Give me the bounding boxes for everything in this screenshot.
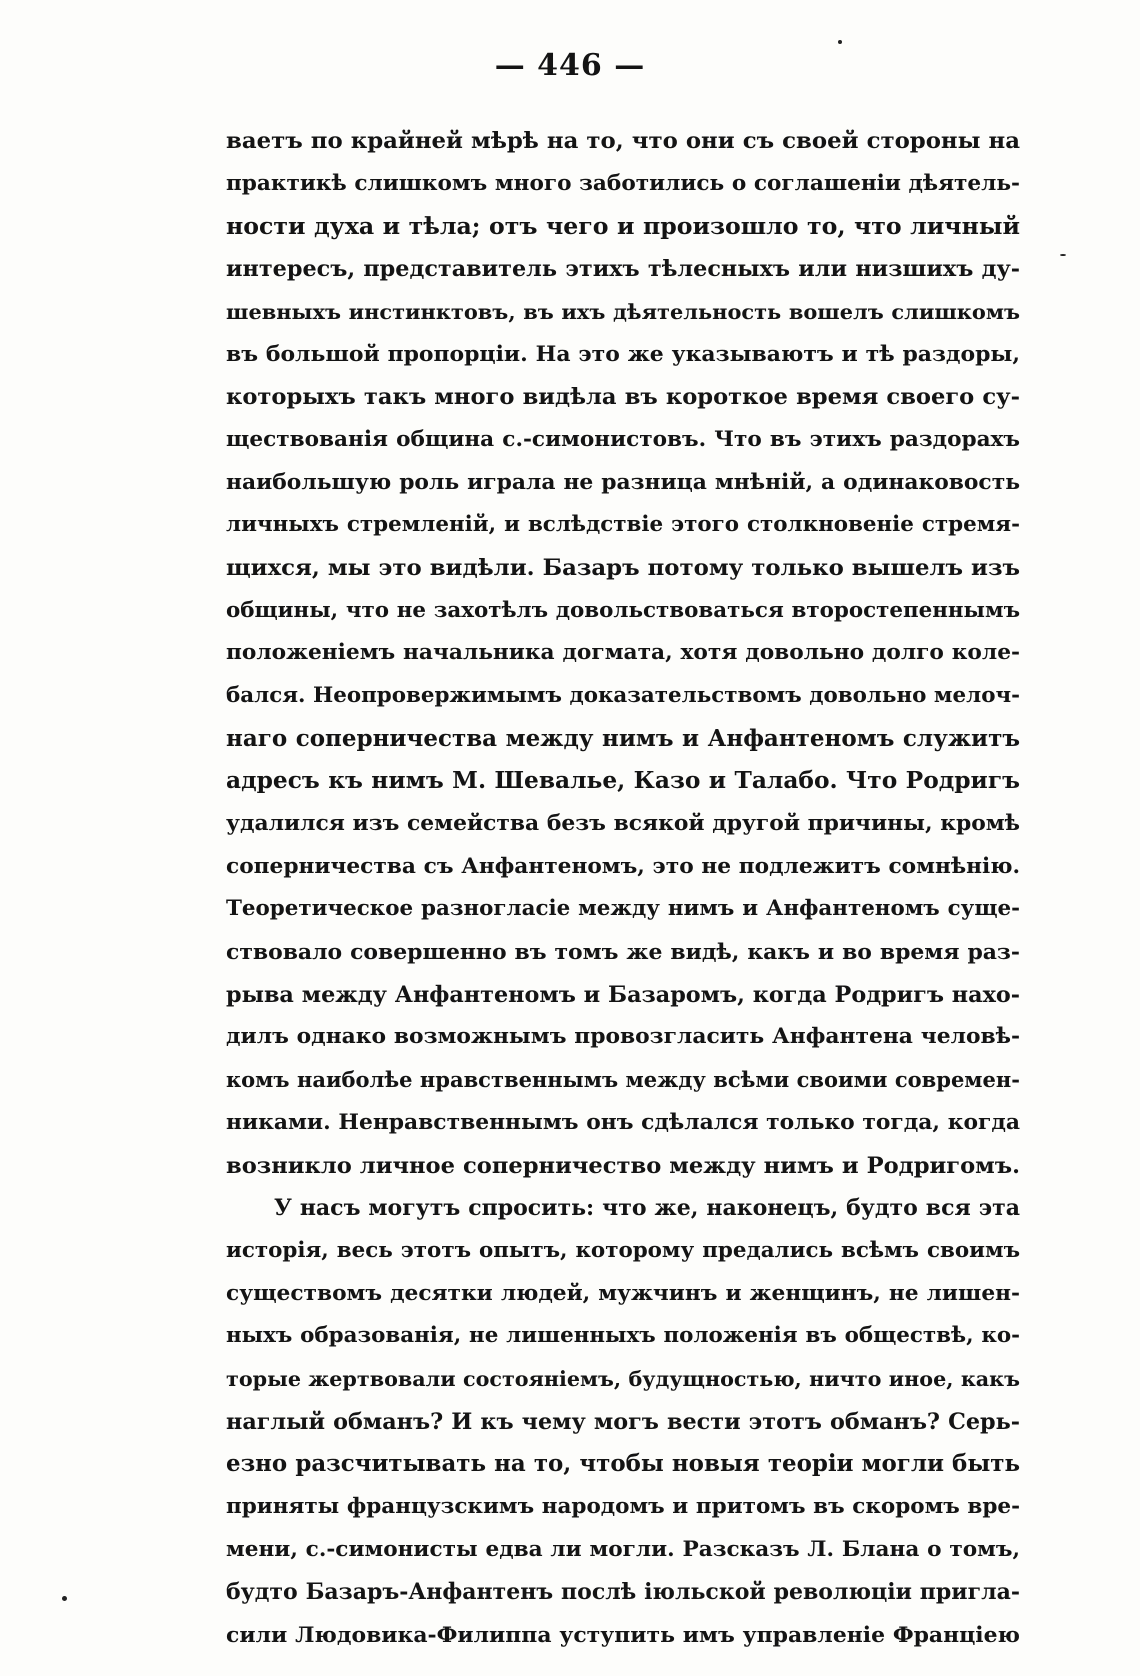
text-line: комъ наиболѣе нравственнымъ между всѣми своими современ- <box>226 1067 1020 1093</box>
text-line: шевныхъ инстинктовъ, въ ихъ дѣятельность вошелъ слишкомъ <box>226 298 1020 324</box>
text-line: удалился изъ семейства безъ всякой другой причины, кромѣ <box>226 811 1020 836</box>
text-line: интересъ, представитель этихъ тѣлесныхъ или низшихъ ду- <box>226 256 1020 283</box>
print-speck <box>1060 254 1066 256</box>
text-line: ществованія община с.-симонистовъ. Что въ этихъ раздорахъ <box>226 426 1020 452</box>
text-line: никами. Ненравственнымъ онъ сдѣлался только тогда, когда <box>226 1109 1020 1135</box>
text-line: У насъ могутъ спросить: что же, наконецъ, будто вся эта <box>274 1195 1020 1222</box>
text-line: въ большой пропорціи. На это же указываютъ и тѣ раздоры, <box>226 341 1020 368</box>
text-line: щихся, мы это видѣли. Базаръ потому только вышелъ изъ <box>226 554 1020 581</box>
text-line: ныхъ образованія, не лишенныхъ положенія въ обществѣ, ко- <box>226 1323 1020 1349</box>
text-line: наго соперничества между нимъ и Анфантеномъ служитъ <box>226 724 1020 752</box>
text-line: езно разсчитывать на то, чтобы новыя теоріи могли быть <box>226 1450 1020 1478</box>
text-line: адресъ къ нимъ М. Шевалье, Казо и Талабо. Что Родригъ <box>226 767 1020 795</box>
text-line: общины, что не захотѣлъ довольствоваться второстепеннымъ <box>226 597 1020 623</box>
body-text <box>226 120 1020 1657</box>
text-line: соперничества съ Анфантеномъ, это не подлежитъ сомнѣнію. <box>226 853 1020 879</box>
print-speck <box>62 1596 67 1601</box>
text-line: которыхъ такъ много видѣла въ короткое время своего су- <box>226 384 1020 411</box>
text-line: положеніемъ начальника догмата, хотя довольно долго коле- <box>226 640 1020 666</box>
text-line: возникло личное соперничество между нимъ и Родригомъ. <box>226 1152 1020 1179</box>
text-line: исторія, весь этотъ опытъ, которому предались всѣмъ своимъ <box>226 1237 1020 1263</box>
text-line: дилъ однако возможнымъ провозгласить Анфантена человѣ- <box>226 1024 1020 1050</box>
print-speck <box>838 40 842 44</box>
text-line: бался. Неопровержимымъ доказательствомъ довольно мелоч- <box>226 682 1020 708</box>
text-line: наибольшую роль играла не разница мнѣній, а одинаковость <box>226 469 1020 495</box>
text-line: наглый обманъ? И къ чему могъ вести этотъ обманъ? Серь- <box>226 1408 1020 1435</box>
text-line: мени, с.-симонисты едва ли могли. Разсказъ Л. Блана о томъ, <box>226 1536 1020 1562</box>
text-line: Теоретическое разногласіе между нимъ и Анфантеномъ суще- <box>226 896 1020 922</box>
text-line: практикѣ слишкомъ много заботились о соглашеніи дѣятель- <box>226 170 1020 196</box>
text-line: торые жертвовали состояніемъ, будущностью, ничто иное, какъ <box>226 1366 1020 1391</box>
text-line: ваетъ по крайней мѣрѣ на то, что они съ своей стороны на <box>226 128 1020 154</box>
text-line: будто Базаръ-Анфантенъ послѣ іюльской революціи пригла- <box>226 1579 1020 1606</box>
text-line: сили Людовика-Филиппа уступить имъ управленіе Франціею <box>226 1622 1020 1649</box>
text-line: ности духа и тѣла; отъ чего и произошло то, что личный <box>226 212 1020 241</box>
text-line: ствовало совершенно въ томъ же видѣ, какъ и во время раз- <box>226 939 1020 966</box>
text-line: рыва между Анфантеномъ и Базаромъ, когда Родригъ нахо- <box>226 981 1020 1008</box>
text-line: приняты французскимъ народомъ и притомъ въ скоромъ вре- <box>226 1494 1020 1519</box>
text-line: личныхъ стремленій, и вслѣдствіе этого столкновеніе стремя- <box>226 512 1020 538</box>
text-line: существомъ десятки людей, мужчинъ и женщинъ, не лишен- <box>226 1280 1020 1306</box>
page-number: — 446 — <box>494 48 646 83</box>
